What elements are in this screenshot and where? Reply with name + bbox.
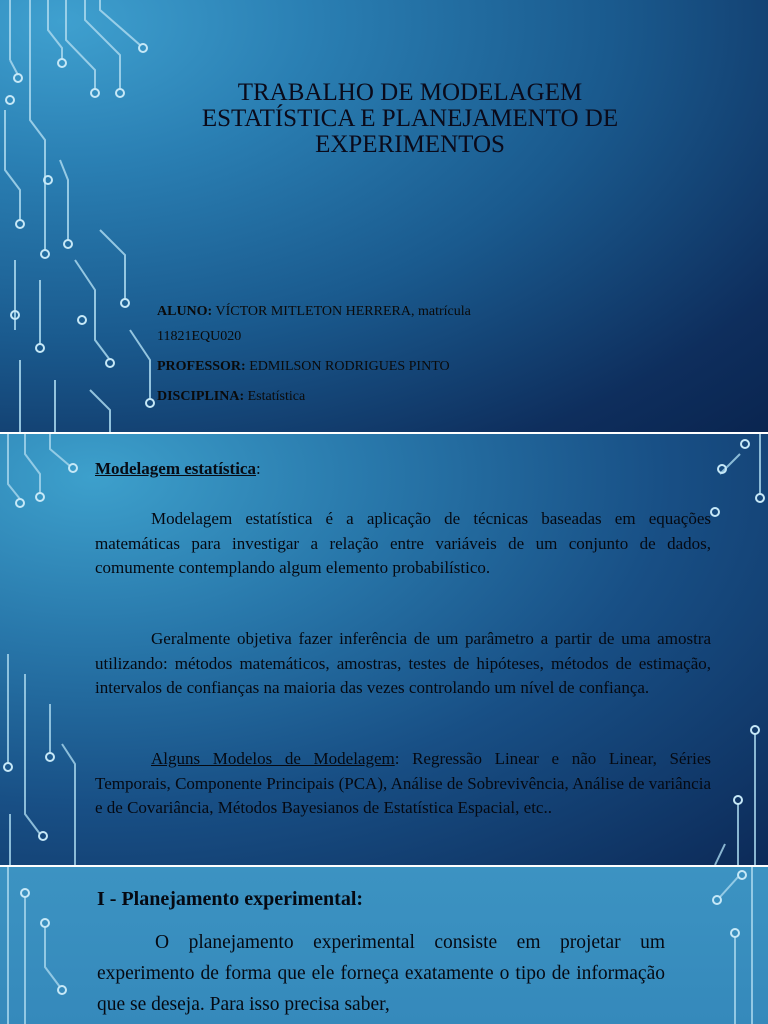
professor-name: EDMILSON RODRIGUES PINTO	[245, 359, 450, 374]
slide-title	[0, 0, 768, 432]
paragraph-text: Geralmente objetiva fazer inferência de um parâmetro a partir de uma amostra utilizando: métodos matemáticos, amostras, testes de hipóteses, métodos de estimação, intervalos de confianças na maioria das vezes controlando um nível de confiança.	[95, 629, 711, 697]
student-id: 11821EQU020	[157, 329, 242, 344]
models-label: Alguns Modelos de Modelagem	[151, 749, 395, 768]
discipline-line	[157, 389, 305, 405]
professor-label: PROFESSOR:	[157, 359, 246, 374]
paragraph-text: O planejamento experimental consiste em projetar um experimento de forma que ele forneça exatamente o tipo de informação que se deseja. Para isso precisa saber,	[97, 932, 665, 1015]
section-heading	[95, 459, 261, 479]
discipline-name: Estatística	[244, 389, 306, 404]
student-name: VÍCTOR MITLETON HERRERA, matrícula	[212, 304, 471, 319]
student-line	[157, 304, 471, 320]
discipline-label: DISCIPLINA:	[157, 389, 245, 404]
student-label: ALUNO:	[157, 304, 213, 319]
section-heading-text: Modelagem estatística	[95, 459, 256, 478]
section-heading-colon: :	[255, 459, 261, 478]
title-line: TRABALHO DE MODELAGEM	[237, 79, 583, 106]
professor-line	[157, 359, 450, 375]
title-line: ESTATÍSTICA E PLANEJAMENTO DE	[201, 105, 619, 132]
paragraph-experimental	[97, 927, 665, 1020]
paragraph-objective	[95, 627, 711, 701]
presentation-title	[190, 80, 630, 158]
paragraph-definition	[95, 507, 711, 581]
paragraph-models	[95, 747, 711, 821]
paragraph-text: Modelagem estatística é a aplicação de técnicas baseadas em equações matemáticas para investigar a relação entre variáveis de um conjunto de dados, comumente contemplando algum elemento probabilístico.	[95, 509, 711, 577]
paragraph-text: : Regressão Linear e não Linear, Séries Temporais, Componente Principais (PCA), Análise de Sobrevivência, Análise de variância e de Covariância, Métodos Bayesianos de Estatística Espacial, etc..	[95, 749, 711, 817]
title-line: EXPERIMENTOS	[315, 131, 505, 158]
section-heading: I - Planejamento experimental:	[97, 888, 364, 910]
